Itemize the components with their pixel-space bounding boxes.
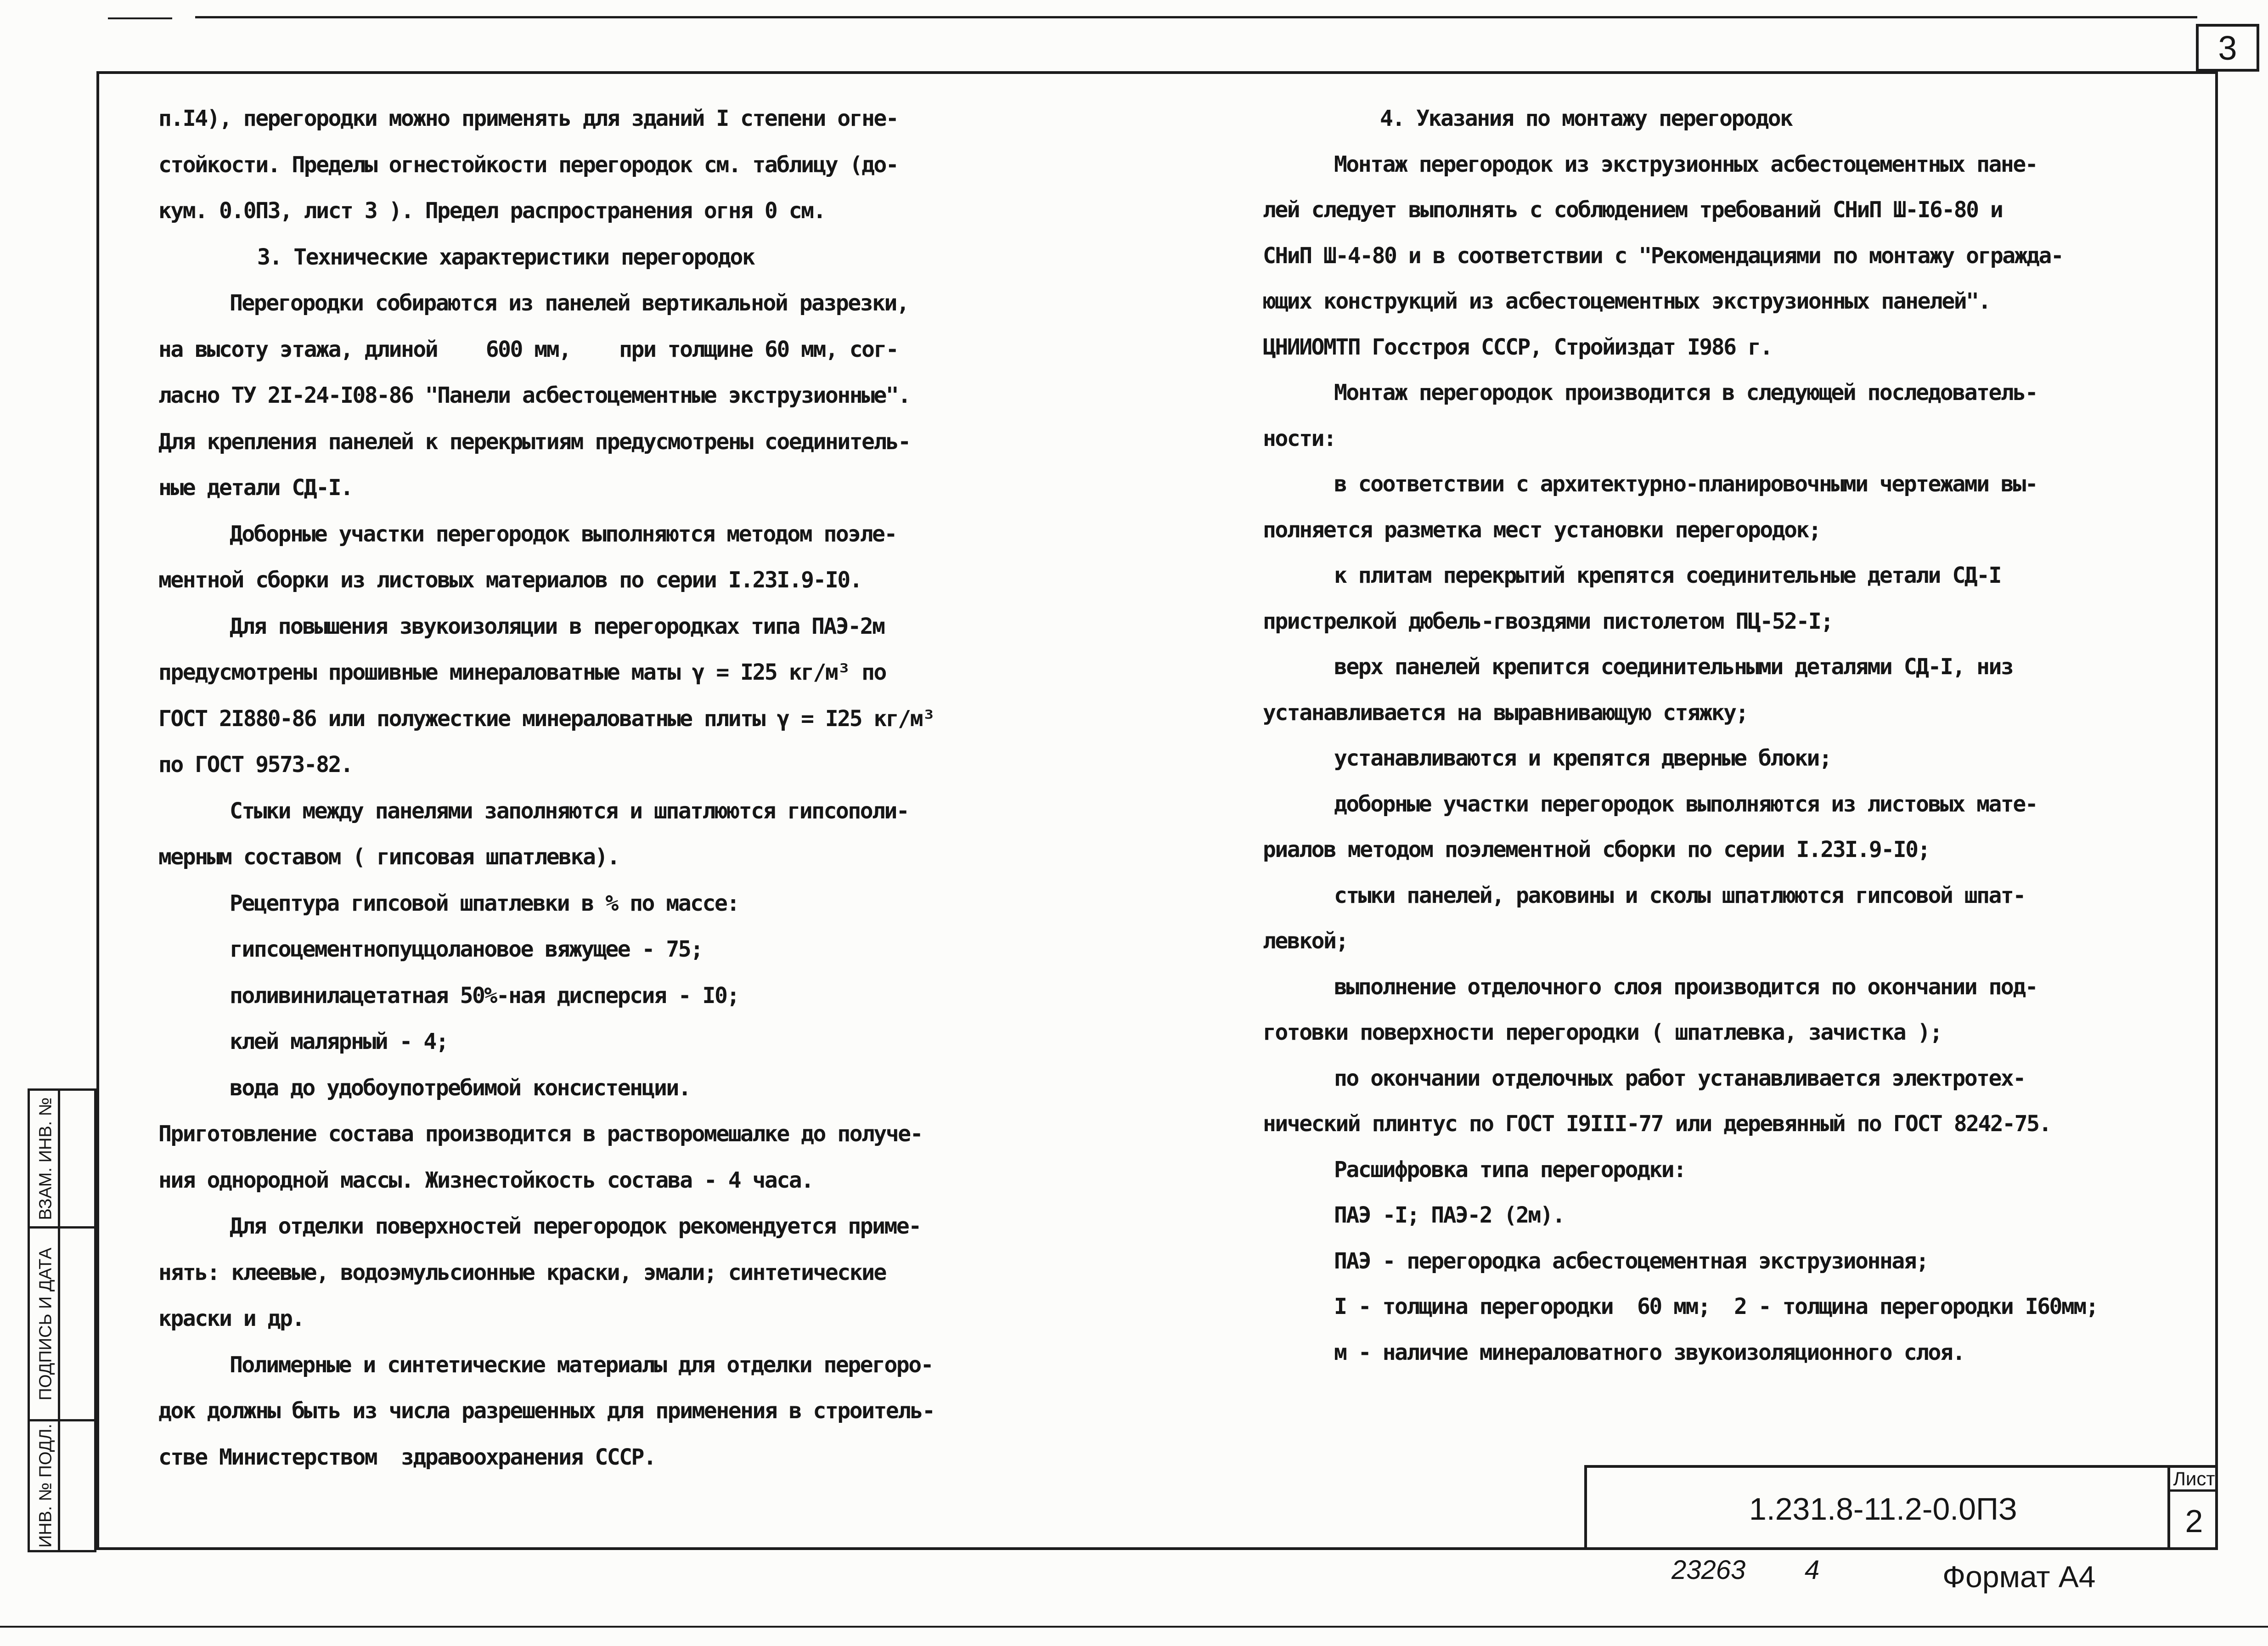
text-line: ющих конструкций из асбестоцементных экструзионных панелей". xyxy=(1263,288,1990,314)
text-line: клей малярный - 4; xyxy=(230,1029,448,1054)
text-line: по ГОСТ 9573-82. xyxy=(158,752,353,778)
text-line: ные детали СД-I. xyxy=(158,475,353,501)
text-line: Монтаж перегородок из экструзионных асбестоцементных пане- xyxy=(1334,151,2037,177)
text-line: левкой; xyxy=(1263,928,1348,954)
stamp-label: ИНВ. № ПОДЛ. xyxy=(36,1424,55,1548)
text-line: Монтаж перегородок производится в следующей последователь- xyxy=(1334,380,2037,406)
sheet-number: 2 xyxy=(2185,1503,2203,1539)
text-line: Перегородки собираются из панелей вертикальной разрезки, xyxy=(230,290,909,316)
text-line: СНиП Ш-4-80 и в соответствии с "Рекомендациями по монтажу огражда- xyxy=(1263,242,2063,269)
text-line: риалов методом поэлементной сборки по серии I.23I.9-I0; xyxy=(1263,837,1930,862)
text-line: поливинилацетатная 50%-ная дисперсия - I0; xyxy=(230,982,739,1009)
text-line: на высоту этажа, длиной 600 мм, при толщине 60 мм, сог- xyxy=(158,336,898,362)
text-line: Расшифровка типа перегородки: xyxy=(1334,1156,1686,1183)
text-line: стыки панелей, раковины и сколы шпатлюются гипсовой шпат- xyxy=(1334,882,2025,908)
text-line: доборные участки перегородок выполняются из листовых мате- xyxy=(1334,791,2037,817)
text-line: стве Министерством здравоохранения СССР. xyxy=(158,1444,656,1470)
text-line: по окончании отделочных работ устанавливается электротех- xyxy=(1334,1065,2025,1091)
text-line: Доборные участки перегородок выполняются методом поэле- xyxy=(230,521,896,547)
text-line: к плитам перекрытий крепятся соединительные детали СД-I xyxy=(1334,563,2001,588)
stamp-label: ПОДПИСЬ И ДАТА xyxy=(36,1247,55,1400)
text-line: Для крепления панелей к перекрытиям предусмотрены соединитель- xyxy=(158,428,910,455)
stamp-label: ВЗАМ. ИНВ. № xyxy=(36,1097,55,1220)
text-line: нический плинтус по ГОСТ I9III-77 или деревянный по ГОСТ 8242-75. xyxy=(1263,1111,2051,1137)
text-line: Рецептура гипсовой шпатлевки в % по массе: xyxy=(230,890,739,916)
corner-page-number: 3 xyxy=(2218,28,2237,67)
text-line: устанавливается на выравнивающую стяжку; xyxy=(1263,699,1748,726)
text-line: ПАЭ -I; ПАЭ-2 (2м). xyxy=(1334,1202,1565,1228)
top-rule xyxy=(195,16,2197,18)
text-line: готовки поверхности перегородки ( шпатлевка, зачистка ); xyxy=(1263,1020,1942,1045)
text-line: ПАЭ - перегородка асбестоцементная экструзионная; xyxy=(1334,1248,1928,1274)
text-line: предусмотрены прошивные минераловатные маты γ = I25 кг/м³ по xyxy=(158,660,886,685)
text-line: ГОСТ 2I880-86 или полужесткие минераловатные плиты γ = I25 кг/м³ xyxy=(158,705,934,732)
text-line: Для отделки поверхностей перегородок рекомендуется приме- xyxy=(230,1213,921,1239)
text-line: 4. Указания по монтажу перегородок xyxy=(1380,106,1792,131)
text-line: Полимерные и синтетические материалы для отделки перегоро- xyxy=(230,1352,933,1378)
text-line: мерным составом ( гипсовая шпатлевка). xyxy=(158,844,619,870)
text-line: лей следует выполнять с соблюдением требований СНиП Ш-I6-80 и xyxy=(1263,197,2003,223)
text-line: ЦНИИОМТП Госстроя СССР, Стройиздат I986 г. xyxy=(1263,334,1772,360)
sheet-cell xyxy=(2167,1468,2218,1550)
bottom-rule xyxy=(0,1626,2268,1628)
text-line: вода до удобоупотребимой консистенции. xyxy=(230,1075,691,1101)
text-line: ласно ТУ 2I-24-I08-86 "Панели асбестоцементные экструзионные". xyxy=(158,383,910,408)
text-line: в соответствии с архитектурно-планировочными чертежами вы- xyxy=(1334,471,2037,497)
paper-format: Формат А4 xyxy=(1942,1560,2096,1594)
text-line: 3. Технические характеристики перегородок xyxy=(257,244,754,270)
text-line: гипсоцементнопуццолановое вяжущее - 75; xyxy=(230,936,703,962)
text-line: стойкости. Пределы огнестойкости перегородок см. таблицу (до- xyxy=(158,152,898,178)
text-line: Стыки между панелями заполняются и шпатлюются гипсополи- xyxy=(230,798,909,824)
text-line: выполнение отделочного слоя производится по окончании под- xyxy=(1334,974,2037,1000)
text-line: устанавливаются и крепятся дверные блоки; xyxy=(1334,745,1831,771)
text-line: пристрелкой дюбель-гвоздями пистолетом ПЦ-52-I; xyxy=(1263,608,1833,634)
text-line: I - толщина перегородки 60 мм; 2 - толщина перегородки I60мм; xyxy=(1334,1294,2098,1319)
archive-number: 23263 xyxy=(1671,1555,1746,1585)
stamp-cell-original xyxy=(30,1421,94,1550)
text-line: Для повышения звукоизоляции в перегородках типа ПАЭ-2м xyxy=(230,613,884,639)
stamp-cell-replacement xyxy=(30,1091,94,1229)
text-line: ности: xyxy=(1263,425,1336,451)
text-line: п.I4), перегородки можно применять для зданий I степени огне- xyxy=(158,106,898,131)
text-line: краски и др. xyxy=(158,1306,304,1331)
text-line: полняется разметка мест установки перегородок; xyxy=(1263,517,1821,543)
top-rule-short xyxy=(108,17,172,19)
stamp-cell-signature xyxy=(30,1229,94,1421)
side-stamp xyxy=(28,1088,96,1552)
document-code: 1.231.8-11.2-0.0ПЗ xyxy=(1749,1491,2017,1527)
text-line: кум. 0.0ПЗ, лист 3 ). Предел распространения огня 0 см. xyxy=(158,198,825,224)
text-line: ния однородной массы. Жизнестойкость состава - 4 часа. xyxy=(158,1167,813,1193)
text-line: верх панелей крепится соединительными деталями СД-I, низ xyxy=(1334,654,2013,680)
copy-number: 4 xyxy=(1805,1555,1820,1585)
text-line: ментной сборки из листовых материалов по серии I.23I.9-I0. xyxy=(158,567,862,593)
text-line: док должны быть из числа разрешенных для применения в строитель- xyxy=(158,1398,934,1424)
text-line: Приготовление состава производится в растворомешалке до получе- xyxy=(158,1121,923,1147)
text-line: нять: клеевые, водоэмульсионные краски, эмали; синтетические xyxy=(158,1259,886,1285)
title-block xyxy=(1584,1465,2218,1550)
corner-page-box xyxy=(2196,24,2259,72)
text-line: м - наличие минераловатного звукоизоляционного слоя. xyxy=(1334,1339,1964,1365)
sheet-label: Лист xyxy=(2170,1468,2218,1492)
